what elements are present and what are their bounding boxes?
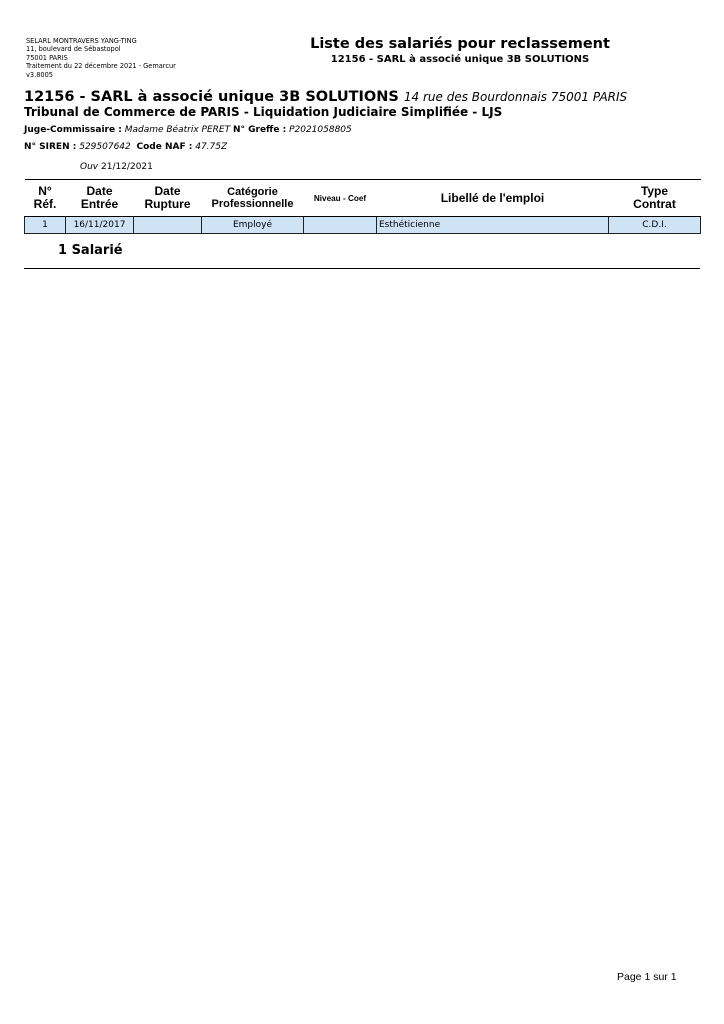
company-heading xyxy=(24,86,627,105)
naf-value: 47.75Z xyxy=(195,142,228,152)
issuer-version: v3.8005 xyxy=(26,70,53,79)
col-rupture-header: Date Rupture xyxy=(134,180,202,217)
cell-ref: 1 xyxy=(25,217,66,234)
employee-count: 1 Salarié xyxy=(58,243,123,258)
company-name: 12156 - SARL à associé unique 3B SOLUTIONS xyxy=(24,89,399,105)
siren-value: 529507642 xyxy=(79,142,131,152)
col-niveau-header: Niveau - Coef xyxy=(304,180,377,217)
cell-rupture xyxy=(134,217,202,234)
cell-entree: 16/11/2017 xyxy=(66,217,134,234)
col-ref-header: N° Réf. xyxy=(25,180,66,217)
col-entree-header: Date Entrée xyxy=(66,180,134,217)
ouverture-line xyxy=(80,162,153,172)
col-type-header: Type Contrat xyxy=(609,180,701,217)
cell-niveau xyxy=(304,217,377,234)
issuer-address: 11, boulevard de Sébastopol xyxy=(26,45,121,54)
employee-table xyxy=(24,179,701,234)
cell-categorie: Employé xyxy=(202,217,304,234)
col-libelle-header: Libellé de l'emploi xyxy=(377,180,609,217)
issuer-block xyxy=(26,37,176,79)
naf-label: Code NAF : xyxy=(136,142,193,152)
document-title-main: Liste des salariés pour reclassement xyxy=(310,36,610,52)
issuer-city: 75001 PARIS xyxy=(26,53,68,62)
cell-libelle: Esthéticienne xyxy=(377,217,609,234)
ouverture-label: Ouv xyxy=(80,162,99,172)
tribunal-line: Tribunal de Commerce de PARIS - Liquidation Judiciaire Simplifiée - LJS xyxy=(24,105,503,119)
issuer-name: SELARL MONTRAVERS YANG-TING xyxy=(26,37,137,45)
siren-label: N° SIREN : xyxy=(24,142,77,152)
cell-type: C.D.I. xyxy=(609,217,701,234)
document-title-sub: 12156 - SARL à associé unique 3B SOLUTIONS xyxy=(330,54,590,65)
section-divider xyxy=(24,268,700,269)
issuer-processing: Traitement du 22 décembre 2021 - Gemarcur xyxy=(26,62,176,71)
juge-line xyxy=(24,125,352,135)
company-address: 14 rue des Bourdonnais 75001 PARIS xyxy=(403,90,628,104)
greffe-value: P2021058805 xyxy=(289,125,352,135)
page-number: Page 1 sur 1 xyxy=(617,971,677,983)
juge-label: Juge-Commissaire : xyxy=(24,125,122,135)
col-categorie-header: Catégorie Professionnelle xyxy=(202,180,304,217)
table-row xyxy=(25,217,701,234)
document-title xyxy=(300,36,620,66)
ouverture-date: 21/12/2021 xyxy=(101,162,153,172)
greffe-label: N° Greffe : xyxy=(232,125,287,135)
juge-value: Madame Béatrix PERET xyxy=(124,125,231,135)
table-header-row xyxy=(25,180,701,217)
siren-line xyxy=(24,142,227,152)
